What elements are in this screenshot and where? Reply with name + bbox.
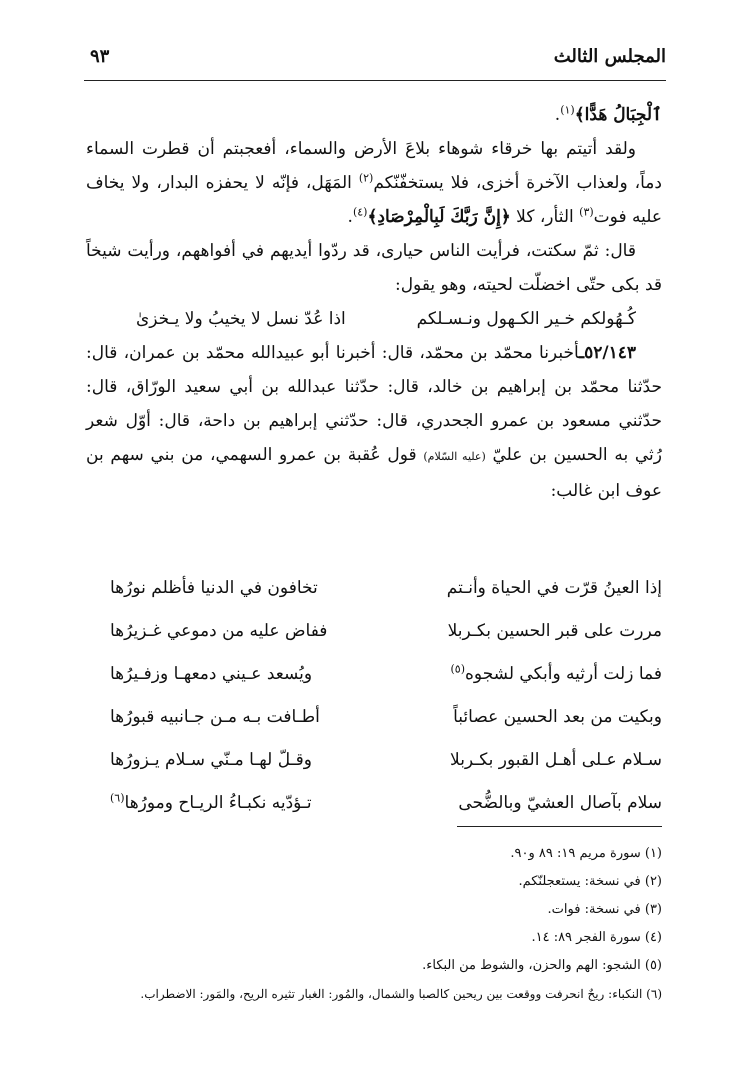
page-header — [90, 46, 666, 76]
hadith-number: ٥٢/١٤٣ـ — [579, 343, 636, 363]
poem — [110, 566, 662, 824]
poem-left: تـؤدّيه نكبـاءُ الريـاح ومورُها$^{(٦)}$ — [110, 790, 312, 813]
footnote-ref: (٢) — [358, 171, 374, 185]
poem-row — [110, 738, 662, 781]
chapter-title: المجلس الثالث — [553, 46, 666, 67]
page-number: ٩٣ — [90, 46, 110, 67]
poem-row — [110, 695, 662, 738]
main-text — [86, 98, 662, 508]
poem-left: تخافون في الدنيا فأظلم نورُها — [110, 577, 318, 598]
poem-row — [110, 566, 662, 609]
quran-verse: ﴿إِنَّ رَبَّكَ لَبِالْمِرْصَادِ﴾ — [367, 207, 511, 227]
salutation: (عليه السّلام) — [423, 450, 486, 463]
hadith-paragraph — [86, 336, 662, 508]
poem-right: سـلام عـلى أهـل القبور بكـربلا — [450, 749, 662, 770]
header-rule — [84, 80, 666, 81]
poem-row — [110, 652, 662, 695]
poem-left: أطـافت بـه مـن جـانبيه قبورُها — [110, 706, 320, 727]
poem-row — [110, 781, 662, 824]
hadith-text: أخبرنا محمّد بن محمّد، قال: أخبرنا أبو عبيدالله محمّد بن عمران، قال: حدّثنا محمّد بن إبراهيم بن خالد، قال: حدّثنا عبدالله بن أبي سعيد الورّاق، قال: حدّثني مسعود بن عمرو الجحدري، قال: حدّثني إبراهيم بن داحة، قال: أوّل شعر رُثي به الحسين بن عليّ — [86, 343, 663, 465]
poem-left: ويُسعد عـيني دمعهـا وزفـيرُها — [110, 663, 313, 684]
footnote: (١) سورة مريم ١٩: ٨٩ و٩٠. — [510, 846, 662, 861]
paragraph-1: ولقد أتيتم بها خرقاء شوهاء بلاعَ الأرض والسماء، أفعجبتم أن قطرت السماء دماً، ولعذاب الآخرة أخزى، فلا يستخفّنّكم$^{(٢)}$ المَهَل، فإنّه لا يحفزه البدار، ولا يخاف عليه فوت$^{(٣)}$ الثأر، كلا ﴿إِنَّ رَبَّكَ لَبِالْمِرْصَادِ﴾$^{(٤)}$. — [86, 139, 662, 227]
poem-right: فما زلت أرثيه وأبكي لشجوه$^{(٥)}$ — [450, 661, 662, 684]
footnote: (٦) النكباء: ريحٌ انحرفت ووقعت بين ريحين كالصبا والشمال، والمُور: الغبار تثيره الريح، والمَور: الاضطراب. — [140, 987, 662, 1001]
paragraph-1-text-b: المَهَل، فإنّه لا يحفزه البدار، ولا يخاف عليه فوت — [86, 173, 662, 227]
poem-left: ففاض عليه من دموعي غـزيرُها — [110, 620, 328, 641]
footnote: (٣) في نسخة: فوات. — [547, 902, 662, 917]
footnotes — [60, 840, 662, 1008]
footnote: (٤) سورة الفجر ٨٩: ١٤. — [531, 930, 662, 945]
hadith-text-2: قول عُقبة بن عمرو السهمي، من بني سهم بن عوف ابن غالب: — [86, 445, 662, 501]
paragraph-1-text-c: الثأر، كلا — [516, 207, 574, 227]
paragraph-2: قال: ثمّ سكتت، فرأيت الناس حيارى، قد ردّوا أيديهم في أفواههم، ورأيت شيخاً قد بكى حتّى اخضلّت لحيته، وهو يقول: — [86, 241, 662, 295]
footnote-ref: (٤) — [352, 205, 368, 219]
footnote: (٢) في نسخة: يستعجلنّكم. — [518, 874, 662, 889]
footnote-ref: (٣) — [579, 205, 594, 219]
footnote-ref: (٥) — [450, 661, 466, 675]
quran-line: ٱلْجِبَالُ هَدًّا﴾$^{(١)}$. — [554, 103, 662, 125]
poem-right: مررت على قبر الحسين بكـربلا — [447, 620, 662, 641]
verse-couplet — [86, 302, 662, 336]
verse-hemistich-right: كُـهُولكم خـير الكـهول ونـسـلكم — [416, 309, 636, 329]
poem-right: سلام بآصال العشيّ وبالضُّحى — [458, 792, 662, 813]
footnote-ref: (٦) — [110, 790, 125, 804]
poem-left: وقـلّ لهـا مـنّي سـلام يـزورُها — [110, 749, 312, 770]
poem-row — [110, 609, 662, 652]
poem-right: إذا العينُ قرّت في الحياة وأنـتم — [446, 577, 662, 598]
quran-fragment: ٱلْجِبَالُ هَدًّا﴾ — [574, 105, 662, 125]
footnote: (٥) الشجو: الهم والحزن، والشوط من البكاء. — [422, 958, 662, 973]
paragraph-1-text-a: ولقد أتيتم بها خرقاء شوهاء بلاعَ الأرض والسماء، أفعجبتم أن قطرت السماء دماً، ولعذاب الآخرة أخزى، فلا يستخفّنّكم — [86, 139, 662, 193]
poem-right: وبكيت من بعد الحسين عصائباً — [453, 706, 662, 727]
verse-hemistich-left: اذا عُدّ نسل لا يخيبُ ولا يـخزىٰ — [136, 309, 346, 329]
footnote-ref: (١) — [560, 103, 575, 117]
footnote-rule — [457, 826, 662, 827]
